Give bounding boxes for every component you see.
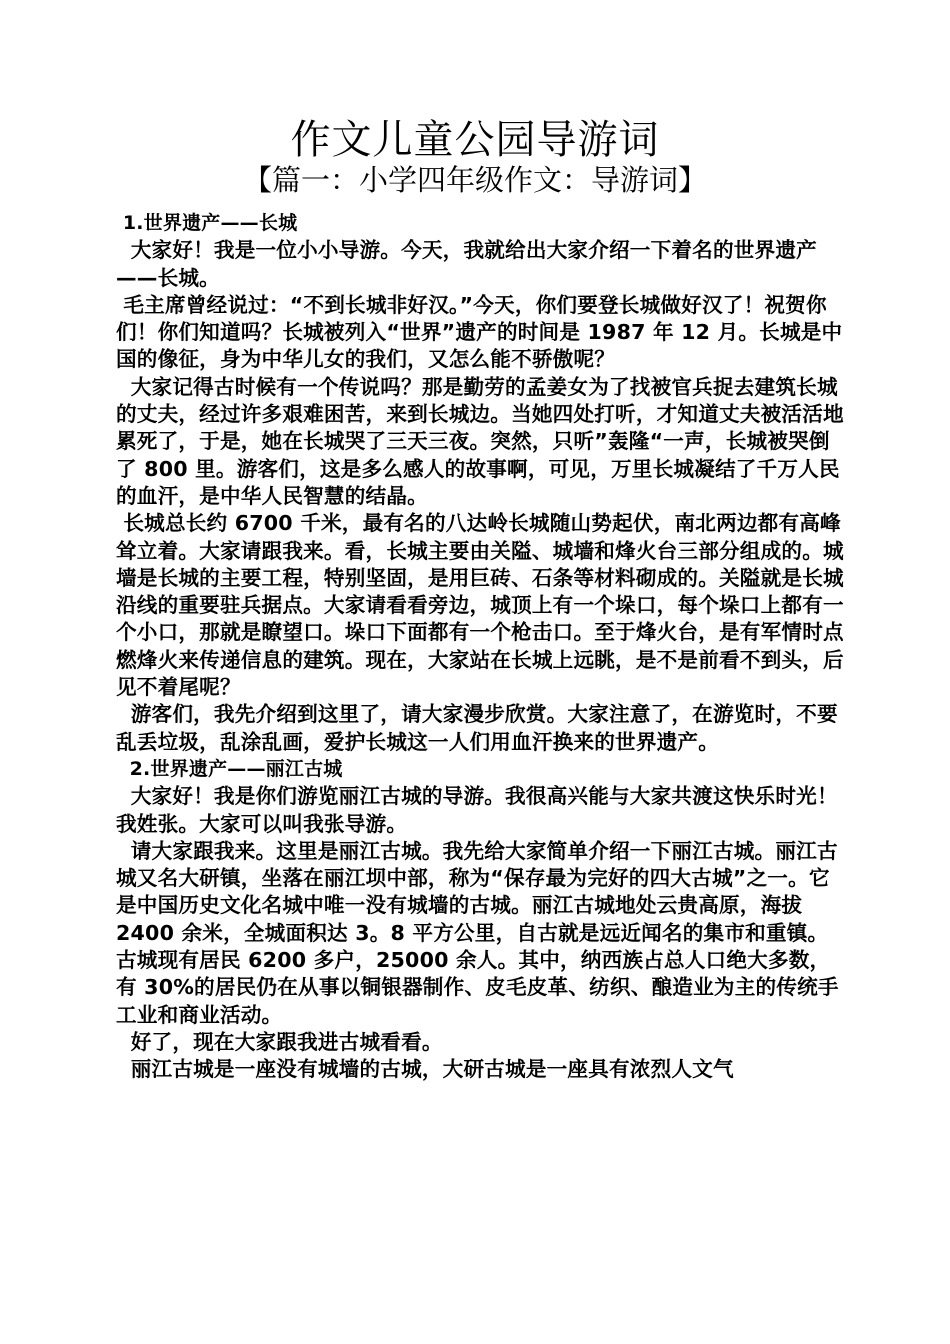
document-body xyxy=(116,210,846,1084)
paragraph: 丽江古城是一座没有城墙的古城，大研古城是一座具有浓烈人文气 xyxy=(116,1057,734,1082)
paragraph: 好了，现在大家跟我进古城看看。 xyxy=(116,1029,443,1054)
page-subtitle: 【篇一：小学四年级作文：导游词】 xyxy=(242,163,707,197)
paragraph: 长城总长约 6700 千米，最有名的八达岭长城随山势起伏，南北两边都有高峰耸立着。大家请跟我来。看，长城主要由关隘、城墙和烽火台三部分组成的。城墙是长城的主要工程，特别坚固，是用巨砖、石条等材料砌成的。关隘就是长城沿线的重要驻兵据点。大家请看看旁边，城顶上有一个垛口，每个垛口上都有一个小口，那就是瞭望口。垛口下面都有一个枪击口。至于烽火台，是有军情时点燃烽火来传递信息的建筑。现在，大家站在长城上远眺，是不是前看不到头，后见不着尾呢？ xyxy=(116,511,844,700)
paragraph: 毛主席曾经说过：“不到长城非好汉。”今天，你们要登长城做好汉了！祝贺你们！你们知道吗？长城被列入“世界”遗产的时间是 1987 年 12 月。长城是中国的像征，身为中华儿女的我们，又怎么能不骄傲呢？ xyxy=(116,292,843,372)
paragraph: 游客们，我先介绍到这里了，请大家漫步欣赏。大家注意了，在游览时，不要乱丢垃圾，乱涂乱画，爱护长城这一人们用血汗换来的世界遗产。 xyxy=(116,702,838,754)
page-title: 作文儿童公园导游词 xyxy=(290,117,660,163)
section-heading-great-wall: 1.世界遗产——长城 xyxy=(116,212,298,234)
paragraph: 大家好！我是一位小小导游。今天，我就给出大家介绍一下着名的世界遗产——长城。 xyxy=(116,238,817,290)
section-heading-lijiang: 2.世界遗产——丽江古城 xyxy=(116,757,343,780)
paragraph: 大家好！我是你们游览丽江古城的导游。我很高兴能与大家共渡这快乐时光！我姓张。大家可以叫我张导游。 xyxy=(116,784,838,836)
paragraph: 大家记得古时候有一个传说吗？那是勤劳的孟姜女为了找被官兵捉去建筑长城的丈夫，经过许多艰难困苦，来到长城边。当她四处打听，才知道丈夫被活活地累死了，于是，她在长城哭了三天三夜。突然，只听”轰隆“一声，长城被哭倒了 800 里。游客们，这是多么感人的故事啊，可见，万里长城凝结了千万人民的血汗，是中华人民智慧的结晶。 xyxy=(116,374,844,508)
paragraph: 请大家跟我来。这里是丽江古城。我先给大家简单介绍一下丽江古城。丽江古城又名大研镇，坐落在丽江坝中部，称为“保存最为完好的四大古城”之一。它是中国历史文化名城中唯一没有城墙的古城。丽江古城地处云贵高原，海拔 2400 余米，全城面积达 3。8 平方公里，自古就是远近闻名的集市和重镇。古城现有居民 6200 多户，25000 余人。其中，纳西族占总人口绝大多数，有 30%的居民仍在从事以铜银器制作、皮毛皮革、纺织、酿造业为主的传统手工业和商业活动。 xyxy=(116,838,839,1027)
